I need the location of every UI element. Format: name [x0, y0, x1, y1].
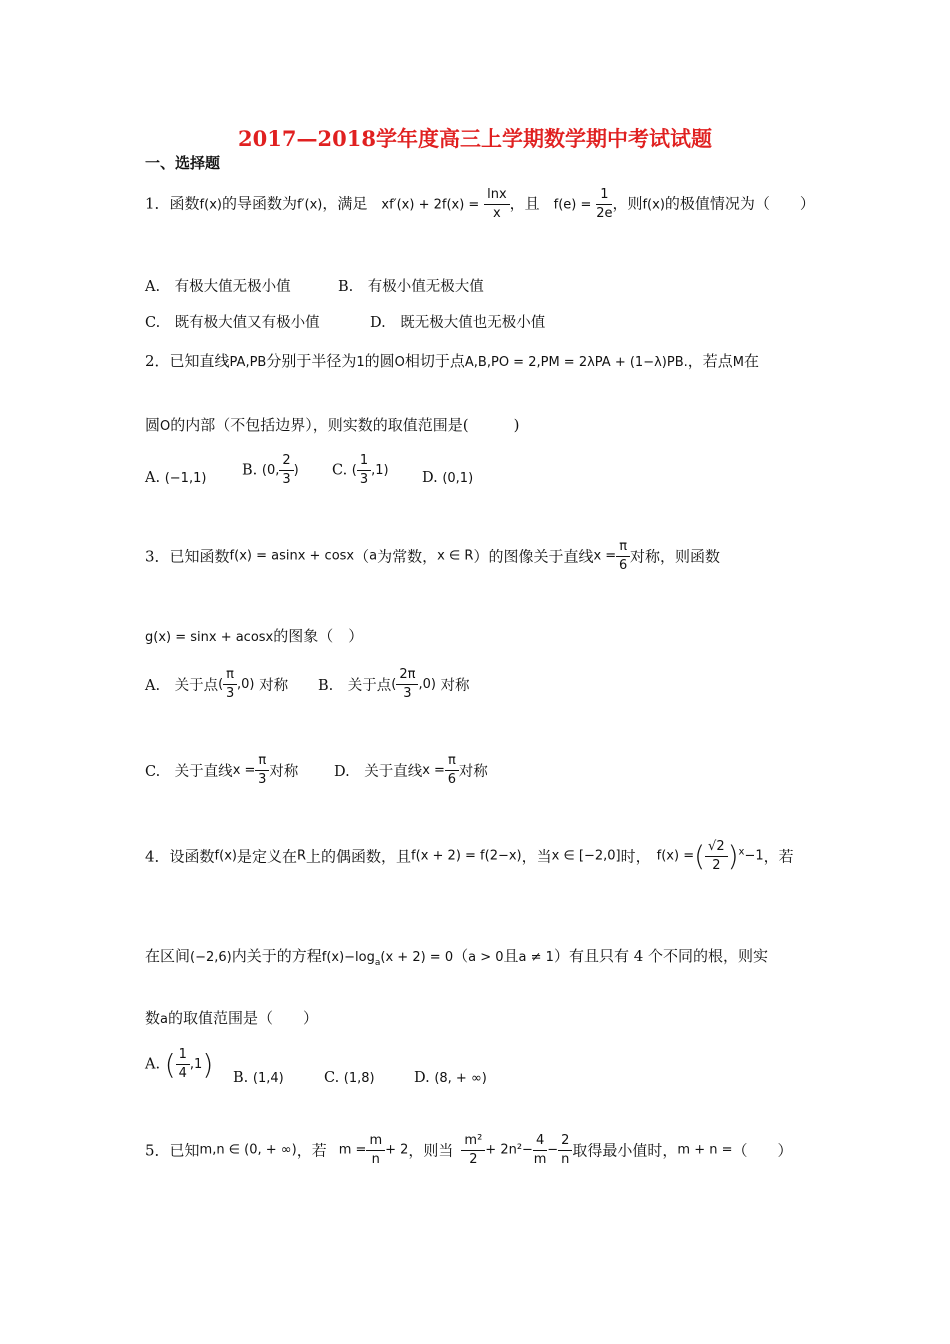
question-1	[145, 186, 815, 223]
q4-text: ）有且只有 4 个不同的根，则实	[553, 947, 769, 965]
q4-text: ，若	[763, 847, 794, 866]
q1-fraction: $\frac{\ln x}{x}$	[484, 186, 510, 223]
q4-math: (−2,6)	[190, 950, 232, 965]
q4-math: −1	[744, 848, 764, 864]
q2-math: O	[394, 355, 405, 370]
q2-option-a: A. (−1,1)	[145, 470, 207, 486]
q2-text: 2．已知直线	[145, 352, 230, 370]
q5-text: 5．已知	[145, 1141, 200, 1160]
q5-text: ，若	[296, 1141, 327, 1160]
q1-option-b: B. 有极小值无极大值	[338, 279, 484, 295]
q5-fraction: $\frac{\text{m²}}{2}$	[461, 1132, 485, 1169]
q4-text: 内关于的方程	[231, 947, 322, 965]
question-2-line-2	[145, 415, 519, 437]
question-4	[145, 838, 794, 875]
q1-option-c: C. 既有极大值又有极小值	[145, 315, 320, 331]
q4-text: 的取值范围是（ ）	[167, 1009, 318, 1027]
q4-paren: (	[694, 839, 706, 873]
q5-math: + 2	[385, 1142, 409, 1158]
q4-paren: )	[727, 839, 739, 873]
q1-math: xf′(x) + 2f(x) =	[381, 197, 480, 213]
q2-text: 在	[743, 352, 759, 370]
q1-option-d: D. 既无极大值也无极小值	[370, 315, 546, 331]
q4-math: f(x + 2) = f(2−x)	[411, 848, 522, 864]
question-3	[145, 538, 720, 575]
question-5	[145, 1132, 793, 1169]
q4-text: 且	[503, 947, 519, 965]
q4-math: (x + 2) = 0	[380, 950, 454, 965]
q4-text: 时，	[620, 847, 651, 866]
q2-option-d: D. (0,1)	[422, 470, 474, 486]
question-4-line-3	[145, 1008, 318, 1030]
q2-text: 相切于点	[404, 352, 465, 370]
q4-text: 是定义在	[236, 847, 297, 866]
q4-math: x ∈ [−2,0]	[551, 848, 621, 864]
q1-text: ，满足	[322, 194, 368, 213]
q3-text: ）的图像关于直线	[473, 547, 594, 566]
page-title: 2017—2018学年度高三上学期数学期中考试试题	[238, 126, 712, 151]
q5-math: m,n ∈ (0, + ∞)	[199, 1142, 297, 1158]
q1-math: f(x)	[199, 197, 222, 213]
q2-math: O	[160, 419, 171, 434]
q5-fraction: $\frac{m}{n}$	[366, 1132, 385, 1169]
q5-fraction: $\frac{2}{n}$	[558, 1132, 572, 1169]
q3-option-b: B. 关于点( $\frac{2\pi}{3}$ ,0) 对称	[318, 667, 470, 701]
q3-text: 的图象（ ）	[273, 627, 364, 645]
q5-math: m =	[338, 1142, 367, 1158]
q2-text: 圆	[145, 416, 161, 434]
q4-option-c: C. (1,8)	[324, 1070, 375, 1086]
q2-math: 1	[356, 355, 365, 370]
q3-math: g(x) = sinx + acosx	[145, 630, 274, 645]
q1-text: 的极值情况为（ ）	[664, 194, 815, 213]
q4-text: ，当	[521, 847, 552, 866]
q4-option-d: D. (8, + ∞)	[414, 1070, 487, 1086]
q5-math: −	[547, 1142, 559, 1158]
q5-math: + 2n²−	[485, 1142, 533, 1158]
q4-math: R	[296, 848, 307, 864]
question-2	[145, 351, 759, 373]
q5-text: ，则当	[408, 1141, 454, 1160]
q1-text: 1．函数	[145, 194, 200, 213]
q2-math: PA,PB	[229, 355, 267, 370]
q4-text: （	[453, 947, 469, 965]
q3-math: x ∈ R	[437, 548, 474, 564]
q1-text: 的导函数为	[221, 194, 297, 213]
q2-text: 的圆	[364, 352, 395, 370]
q2-text: 的内部（不包括边界），则实数的取值范围是( )	[170, 416, 520, 434]
q3-option-c: C. 关于直线x = $\frac{\pi}{3}$ 对称	[145, 753, 299, 787]
q1-math: f(e) =	[553, 197, 592, 213]
q4-math: f(x)	[214, 848, 237, 864]
q2-math: M	[732, 355, 744, 370]
q3-option-a: A. 关于点( $\frac{\pi}{3}$ ,0) 对称	[145, 667, 289, 701]
q5-math: m + n =	[677, 1142, 733, 1158]
q4-text: 在区间	[145, 947, 191, 965]
q1-math: f(x)	[642, 197, 665, 213]
q5-text: 取得最小值时，	[572, 1141, 678, 1160]
q2-text: ，若点	[687, 352, 733, 370]
q4-text: 数	[145, 1009, 161, 1027]
q4-text: 上的偶函数，且	[306, 847, 412, 866]
q4-math: a ≠ 1	[518, 950, 554, 965]
q5-text: （ ）	[732, 1141, 793, 1160]
q2-option-b: B. (0, $\frac{2}{3}$ )	[242, 453, 299, 487]
q1-fraction: $\frac{1}{2e}$	[596, 187, 613, 221]
q3-text: 为常数，	[377, 547, 438, 566]
q3-fraction: $\frac{\pi}{6}$	[616, 538, 630, 575]
q3-text: 3．已知函数	[145, 547, 230, 566]
q4-fraction: $\frac{√2}{2}$	[705, 838, 728, 875]
q1-text: ，则	[612, 194, 643, 213]
q4-option-b: B. (1,4)	[233, 1070, 284, 1086]
q1-math: f′(x)	[296, 197, 323, 213]
section-heading: 一、选择题	[145, 154, 221, 172]
q1-option-a: A. 有极大值无极小值	[145, 279, 291, 295]
question-4-line-2	[145, 946, 768, 973]
q1-text: ，且	[509, 194, 540, 213]
q4-math: a > 0	[468, 950, 504, 965]
q3-math: f(x) = asinx + cosx	[229, 548, 355, 564]
q3-option-d: D. 关于直线x = $\frac{\pi}{6}$ 对称	[334, 753, 488, 787]
q4-math: a	[374, 958, 381, 968]
q4-math: f(x) =	[656, 848, 695, 864]
q3-math: x =	[593, 548, 617, 564]
q4-text: 4．设函数	[145, 847, 215, 866]
q3-math: a	[369, 548, 378, 564]
q4-math: x	[738, 846, 745, 858]
q4-math: f(x)−log	[321, 950, 375, 965]
q2-option-c: C. ( $\frac{1}{3}$ ,1)	[332, 453, 389, 487]
q2-math: A,B,PO = 2,PM = 2λPA + (1−λ)PB.	[464, 355, 688, 370]
q4-math: a	[160, 1012, 168, 1027]
q5-fraction: $\frac{4}{m}$	[533, 1133, 547, 1167]
q2-text: 分别于半径为	[266, 352, 357, 370]
q3-text: 对称，则函数	[630, 547, 721, 566]
question-3-line-2	[145, 626, 363, 648]
q3-text: （	[354, 547, 370, 566]
q4-option-a: A. ( $\frac{1}{4}$ ,1)	[145, 1047, 214, 1081]
